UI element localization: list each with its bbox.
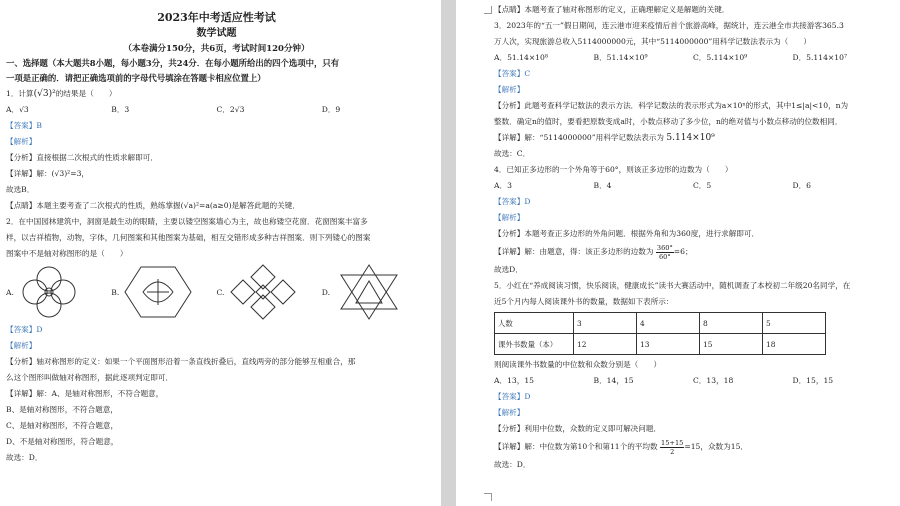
triangle-star-icon bbox=[334, 263, 404, 321]
q5-option-d: D．15，15 bbox=[792, 376, 834, 385]
q2-fenxi-line-1: 【分析】轴对称图形的定义：如果一个平面图形沿着一条直线折叠后，直线两旁的部分能够互相重合，那 bbox=[6, 357, 356, 366]
q1-option-b: B．3 bbox=[111, 105, 130, 114]
q3-xiangjie: 【详解】解：“5114000000”用科学记数法表示为 5.114×10⁹ bbox=[494, 133, 715, 143]
q5-fenxi: 【分析】利用中位数，众数的定义即可解决问题． bbox=[494, 424, 662, 433]
q1-stem: 1．计算(√3)²的结果是（ ） bbox=[6, 89, 117, 99]
q3-jiexi-label: 【解析】 bbox=[494, 85, 525, 94]
q4-option-a: A．3 bbox=[494, 181, 512, 190]
q1-guxuan: 故选B． bbox=[6, 185, 35, 194]
q4-option-d: D．6 bbox=[792, 181, 812, 190]
q2-guxuan: 故选：D． bbox=[6, 453, 43, 462]
q3-stem-line-1: 3．2023年的“五一”假日期间，连云港市迎来疫情后首个旅游高峰，据统计，连云港全市共接游客365.3 bbox=[494, 21, 844, 30]
q3-result: 5.114×10⁹ bbox=[666, 133, 715, 143]
q4-answer: 【答案】D bbox=[494, 197, 531, 206]
q2-figure-a: A. bbox=[6, 263, 111, 321]
table-row: 人数 3 4 8 5 bbox=[495, 313, 826, 334]
q3-fenxi-line-1: 【分析】此题考查科学记数法的表示方法．科学记数法的表示形式为a×10ⁿ的形式，其中1≤|a|<10，n为 bbox=[494, 101, 849, 110]
q4-stem: 4．已知正多边形的一个外角等于60°，则该正多边形的边数为（ ） bbox=[494, 165, 733, 174]
q4-jiexi-label: 【解析】 bbox=[494, 213, 525, 222]
q1-options bbox=[6, 102, 427, 118]
q2-xiangjie-c: C、是轴对称图形，不符合题意， bbox=[6, 421, 119, 430]
q5-option-a: A．13，15 bbox=[494, 376, 534, 385]
q3-guxuan: 故选：C． bbox=[494, 149, 531, 158]
q4-options bbox=[494, 178, 892, 194]
q4-fenxi: 【分析】本题考查正多边形的外角问题．根据外角和为360度，进行求解即可． bbox=[494, 229, 760, 238]
q3-option-a: A．51.14×10⁸ bbox=[494, 53, 548, 62]
q1-xiangjie: 【详解】解：(√3)²=3， bbox=[6, 169, 89, 178]
q5-option-c: C．13，18 bbox=[693, 376, 734, 385]
q1-option-d: D．9 bbox=[321, 105, 341, 114]
q1-answer: 【答案】B bbox=[6, 121, 42, 130]
q2-stem-line-1: 2．在中国园林建筑中，洞窗是最生动的眼睛，主要以镂空图案墙心为主，故也称镂空花窗．花窗图案丰富多 bbox=[6, 217, 368, 226]
q3-option-c: C．5.114×10⁹ bbox=[693, 53, 748, 62]
q4-xiangjie: 【详解】解：由题意，得：该正多边形的边数为 $\frac{360^\circ}{60^\circ}=6$； bbox=[494, 243, 693, 261]
q2-xiangjie-a: 【详解】解：A、是轴对称图形，不符合题意， bbox=[6, 389, 164, 398]
q5-guxuan: 故选：D． bbox=[494, 460, 531, 469]
q4-option-c: C．5 bbox=[693, 181, 712, 190]
flower-window-icon bbox=[18, 263, 80, 321]
section-heading-line-1: 一、选择题（本大题共8小题，每小题3分，共24分．在每小题所给出的四个选项中，只有 bbox=[6, 58, 340, 68]
diamond-lattice-icon bbox=[228, 263, 298, 321]
q2-figures bbox=[6, 262, 427, 322]
q3-option-b: B．51.14×10⁹ bbox=[593, 53, 648, 62]
q2-figure-d: D. bbox=[322, 263, 427, 321]
q4-guxuan: 故选D． bbox=[494, 265, 523, 274]
q5-stem-line-3: 则阅读课外书数量的中位数和众数分别是（ ） bbox=[494, 360, 662, 369]
q2-stem-line-2: 样，以吉祥植物，动物，字体，几何图案和其他图案为基础，相互交错形成多种吉祥图案．则下列镂心的图案 bbox=[6, 233, 371, 242]
q2-figure-b: B. bbox=[111, 264, 216, 320]
exam-title: 2023年中考适应性考试 bbox=[157, 11, 276, 24]
q2-figure-c: C. bbox=[217, 263, 322, 321]
q2-jiexi-label: 【解析】 bbox=[6, 341, 37, 350]
q1-option-a: A．√3 bbox=[6, 105, 29, 114]
q4-option-b: B．4 bbox=[593, 181, 612, 190]
page-1 bbox=[0, 0, 441, 506]
q5-xiangjie: 【详解】解：中位数为第10个和第11个的平均数 $\frac{15+15}{2}=15$，众数为15． bbox=[494, 438, 749, 456]
q2-fenxi-line-2: 么这个图形叫做轴对称图形，据此逐项判定即可． bbox=[6, 373, 174, 382]
exam-note: （本卷满分150分，共6页，考试时间120分钟） bbox=[123, 44, 310, 54]
top-dianjing: 【点睛】本题考查了轴对称图形的定义，正确理解定义是解题的关键． bbox=[494, 5, 730, 14]
q3-answer: 【答案】C bbox=[494, 69, 531, 78]
q4-fraction: $\frac{360^\circ}{60^\circ}$ bbox=[656, 243, 673, 261]
q5-data-table bbox=[494, 312, 826, 355]
q5-jiexi-label: 【解析】 bbox=[494, 408, 525, 417]
table-row: 课外书数量（本） 12 13 15 18 bbox=[495, 334, 826, 355]
q1-option-c: C．2√3 bbox=[216, 105, 245, 114]
q2-xiangjie-d: D、不是轴对称图形，符合题意， bbox=[6, 437, 119, 446]
q2-xiangjie-b: B、是轴对称图形，不符合题意， bbox=[6, 405, 118, 414]
page-gap bbox=[441, 0, 456, 506]
page-2 bbox=[456, 0, 900, 506]
q5-fraction: $\frac{15+15}{2}$ bbox=[661, 438, 684, 456]
q5-option-b: B．14，15 bbox=[593, 376, 634, 385]
crop-mark bbox=[484, 6, 492, 14]
q3-stem-line-2: 万人次，实现旅游总收入5114000000元，其中“5114000000”用科学记数法表示为（ ） bbox=[494, 37, 812, 46]
q3-option-d: D．5.114×10⁷ bbox=[792, 53, 847, 62]
hexagon-window-icon bbox=[123, 264, 193, 320]
crop-mark bbox=[484, 493, 492, 501]
q1-dianjing: 【点睛】本题主要考查了二次根式的性质，熟练掌握(√a)²=a(a≥0)是解答此题的关键． bbox=[6, 201, 300, 210]
q2-stem-line-3: 图案中不是轴对称图形的是（ ） bbox=[6, 249, 128, 258]
q5-answer: 【答案】D bbox=[494, 392, 531, 401]
q5-stem-line-2: 近5个月内每人阅读课外书的数量，数据如下表所示： bbox=[494, 297, 674, 306]
q2-answer: 【答案】D bbox=[6, 325, 43, 334]
q1-fenxi: 【分析】直接根据二次根式的性质求解即可． bbox=[6, 153, 158, 162]
exam-subtitle: 数学试题 bbox=[196, 28, 237, 39]
q1-jiexi-label: 【解析】 bbox=[6, 137, 37, 146]
q5-options bbox=[494, 373, 892, 389]
section-heading-line-2: 一项是正确的．请把正确选项前的字母代号填涂在答题卡相应位置上） bbox=[6, 73, 266, 83]
q3-fenxi-line-2: 整数．确定n的值时，要看把原数变成a时，小数点移动了多少位，n的绝对值与小数点移动的位数相同． bbox=[494, 117, 843, 126]
q3-options bbox=[494, 50, 892, 66]
q5-stem-line-1: 5．小红在“养成阅读习惯，快乐阅读，健康成长”读书大赛活动中，随机调查了本校初二年级20名同学，在 bbox=[494, 281, 851, 290]
